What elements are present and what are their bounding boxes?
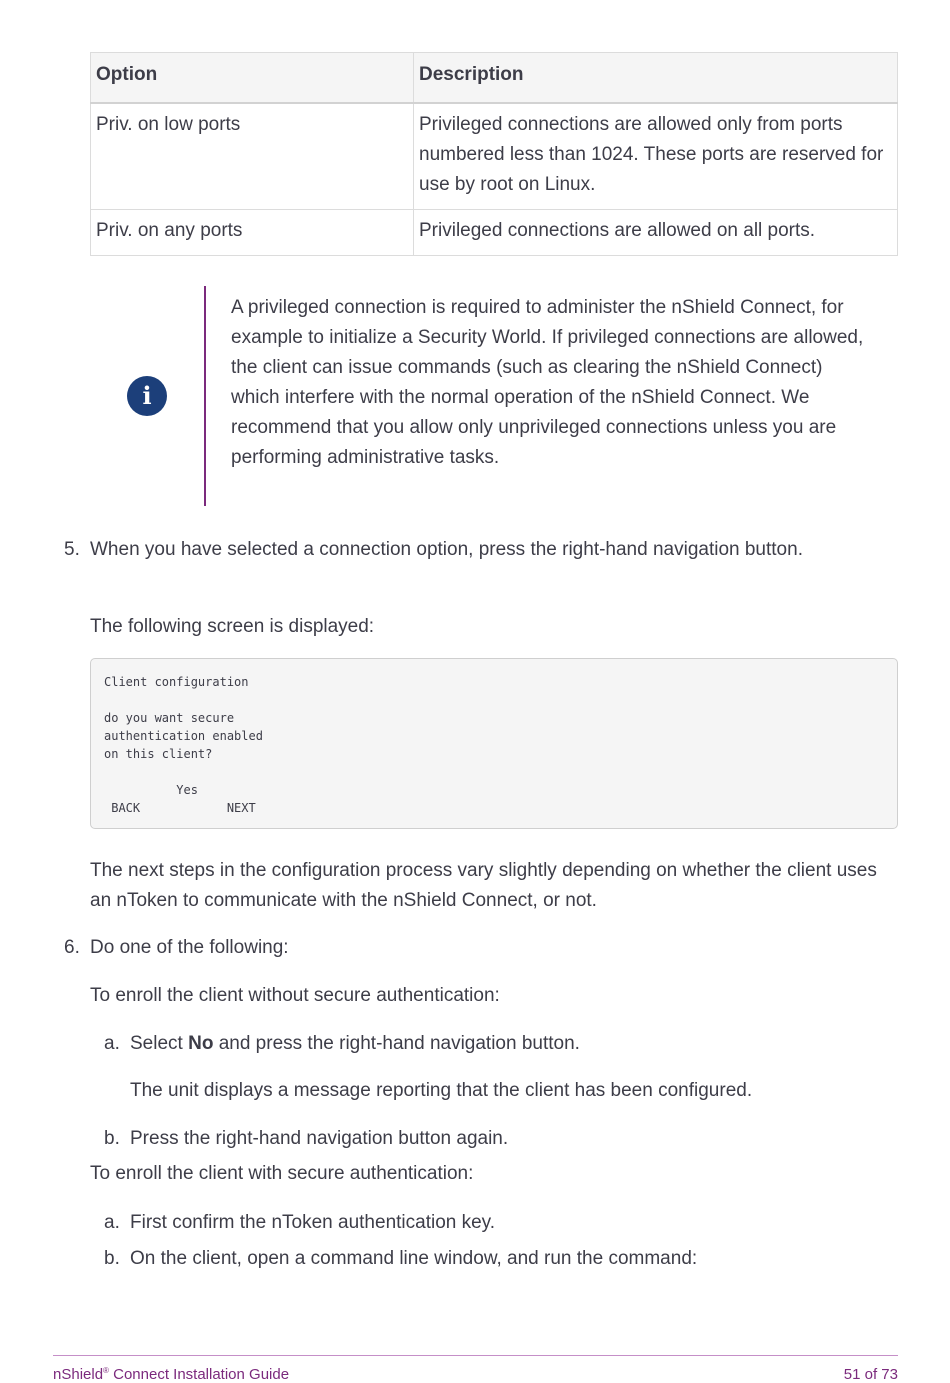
step-text: When you have selected a connection option, press the right-hand navigation button. [90, 539, 803, 560]
info-icon: i [127, 376, 167, 416]
options-table [90, 52, 898, 256]
step-text: Do one of the following: [90, 937, 289, 958]
paragraph: To enroll the client without secure authentication: [90, 985, 500, 1006]
list-item [130, 1029, 580, 1059]
note-admonition [90, 286, 898, 506]
list-marker: b. [104, 1248, 120, 1269]
footer-divider [53, 1355, 898, 1356]
list-item-text: Select [130, 1033, 189, 1054]
note-text: A privileged connection is required to administer the nShield Connect, for example to initialize a Security World. If privileged connections are allowed, the client can issue commands (such as clearing the nShield Connect) which interfere with the normal operation of the nShield Connect. We recommend that you allow only unprivileged connections unless you are performing administrative tasks. [231, 297, 864, 468]
option-no-label: No [188, 1033, 214, 1054]
footer-brand: nShield [53, 1366, 104, 1383]
list-marker: a. [104, 1033, 120, 1054]
column-header-description: Description [414, 53, 898, 104]
list-marker: b. [104, 1128, 120, 1149]
screen-listing: Client configuration do you want secure authentication enabled on this client? Yes BACK NEXT [90, 658, 898, 829]
table-cell-option: Priv. on any ports [91, 210, 414, 256]
paragraph: The following screen is displayed: [90, 616, 375, 637]
list-item: On the client, open a command line window, and run the command: [130, 1248, 698, 1269]
list-item: First confirm the nToken authentication key. [130, 1212, 496, 1233]
note-divider [204, 286, 206, 506]
step-number: 6. [64, 937, 80, 958]
footer-title [53, 1366, 289, 1383]
paragraph: To enroll the client with secure authentication: [90, 1163, 474, 1184]
paragraph: The next steps in the configuration process vary slightly depending on whether the client uses an nToken to communicate with the nShield Connect, or not. [90, 860, 877, 911]
list-item-text: and press the right-hand navigation button. [213, 1033, 580, 1054]
list-marker: a. [104, 1212, 120, 1233]
footer-guide-name: Connect Installation Guide [108, 1366, 290, 1383]
table-cell-description: Privileged connections are allowed only from ports numbered less than 1024. These ports are reserved for use by root on Linux. [414, 103, 898, 210]
registered-mark: ® [103, 1366, 109, 1375]
table-row [91, 103, 898, 210]
paragraph: The unit displays a message reporting that the client has been configured. [130, 1080, 753, 1101]
page-number: 51 of 73 [843, 1366, 898, 1383]
table-cell-option: Priv. on low ports [91, 103, 414, 210]
table-header-row [91, 53, 898, 104]
column-header-option: Option [91, 53, 414, 104]
list-item: Press the right-hand navigation button again. [130, 1128, 509, 1149]
table-cell-description: Privileged connections are allowed on all ports. [414, 210, 898, 256]
step-number: 5. [64, 539, 80, 560]
table-row [91, 210, 898, 256]
